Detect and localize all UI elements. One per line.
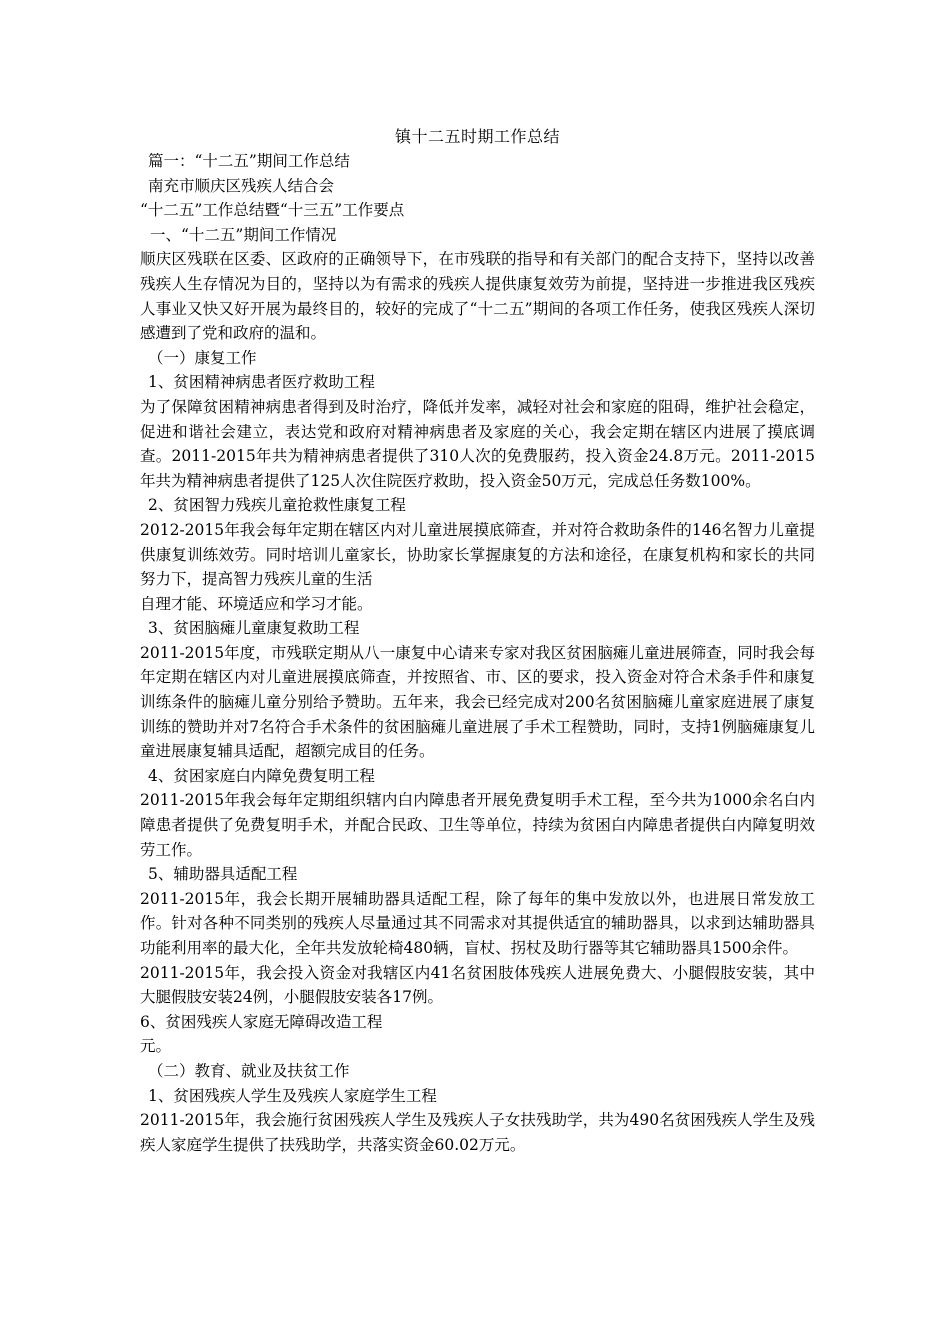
text-line: （一）康复工作 [148, 348, 257, 367]
text-line: 南充市顺庆区残疾人结合会 [148, 176, 335, 195]
paragraph: 2011-2015年，我会投入资金对我辖区内41名贫困肢体残疾人进展免费大、小腿假肢安装，其中大腿假肢安装24例，小腿假肢安装各17例。 [140, 963, 815, 1007]
text-line: 篇一：“十二五”期间工作总结 [148, 152, 350, 170]
paragraph: 2012-2015年我会每年定期在辖区内对儿童进展摸底筛查，并对符合救助条件的146名智力儿童提供康复训练效劳。同时培训儿童家长，协助家长掌握康复的方法和途径，在康复机构和家长的共同努力下，提高智力残疾儿童的生活 [140, 520, 815, 589]
document-title: 镇十二五时期工作总结 [394, 127, 560, 146]
text-line: 自理才能、环境适应和学习才能。 [140, 594, 373, 613]
text-line: 5、辅助器具适配工程 [148, 865, 298, 884]
text-line: 元。 [140, 1037, 172, 1056]
text-line: 4、贫困家庭白内障免费复明工程 [148, 766, 375, 785]
paragraph: 顺庆区残联在区委、区政府的正确领导下，在市残联的指导和有关部门的配合支持下，坚持以改善残疾人生存情况为目的，坚持以为有需求的残疾人提供康复效劳为前提，坚持进一步推进我区残疾人事业又快又好开展为最终目的，较好的完成了“十二五”期间的各项工作任务，使我区残疾人深切感遭到了党和政府的温和。 [140, 250, 815, 343]
text-line: （二）教育、就业及扶贫工作 [148, 1061, 350, 1080]
text-line: 1、贫困残疾人学生及残疾人家庭学生工程 [148, 1086, 437, 1105]
document-body [140, 149, 815, 1157]
text-line: 3、贫困脑瘫儿童康复救助工程 [148, 619, 360, 638]
paragraph: 2011-2015年，我会长期开展辅助器具适配工程，除了每年的集中发放以外，也进展日常发放工作。针对各种不同类别的残疾人尽量通过其不同需求对其提供适宜的辅助器具，以求到达辅助器具功能利用率的最大化，全年共发放轮椅480辆，盲杖、拐杖及助行器等其它辅助器具1500余件。 [140, 889, 815, 957]
text-line: 1、贫困精神病患者医疗救助工程 [148, 373, 375, 392]
paragraph: 2011-2015年我会每年定期组织辖内白内障患者开展免费复明手术工程，至今共为1000余名白内障患者提供了免费复明手术，并配合民政、卫生等单位，持续为贫困白内障患者提供白内障复明效劳工作。 [140, 791, 815, 859]
document-page [140, 124, 815, 1157]
text-line: “十二五”工作总结暨“十三五”工作要点 [140, 201, 405, 220]
paragraph: 为了保障贫困精神病患者得到及时治疗，降低并发率，减轻对社会和家庭的阻碍，维护社会稳定，促进和谐社会建立，表达党和政府对精神病患者及家庭的关心，我会定期在辖区内进展了摸底调查。2011-2015年共为精神病患者提供了310人次的免费服药，投入资金24.8万元。2011-2015年共为精神病患者提供了125人次住院医疗救助，投入资金50万元，完成总任务数100%。 [140, 397, 815, 490]
text-line: 一、“十二五”期间工作情况 [150, 225, 337, 244]
text-line: 2、贫困智力残疾儿童抢救性康复工程 [148, 496, 406, 515]
paragraph: 2011-2015年，我会施行贫困残疾人学生及残疾人子女扶残助学，共为490名贫困残疾人学生及残疾人家庭学生提供了扶残助学，共落实资金60.02万元。 [140, 1111, 815, 1154]
text-line: 6、贫困残疾人家庭无障碍改造工程 [140, 1012, 383, 1031]
paragraph: 2011-2015年度，市残联定期从八一康复中心请来专家对我区贫困脑瘫儿童进展筛查，同时我会每年定期在辖区内对儿童进展摸底筛查，并按照省、市、区的要求，投入资金对符合术条手件和康复训练条件的脑瘫儿童分别给予赞助。五年来，我会已经完成对200名贫困脑瘫儿童家庭进展了康复训练的赞助并对7名符合手术条件的贫困脑瘫儿童进展了手术工程赞助，同时，支持1例脑瘫康复儿童进展康复辅具适配，超额完成目的任务。 [140, 643, 815, 761]
